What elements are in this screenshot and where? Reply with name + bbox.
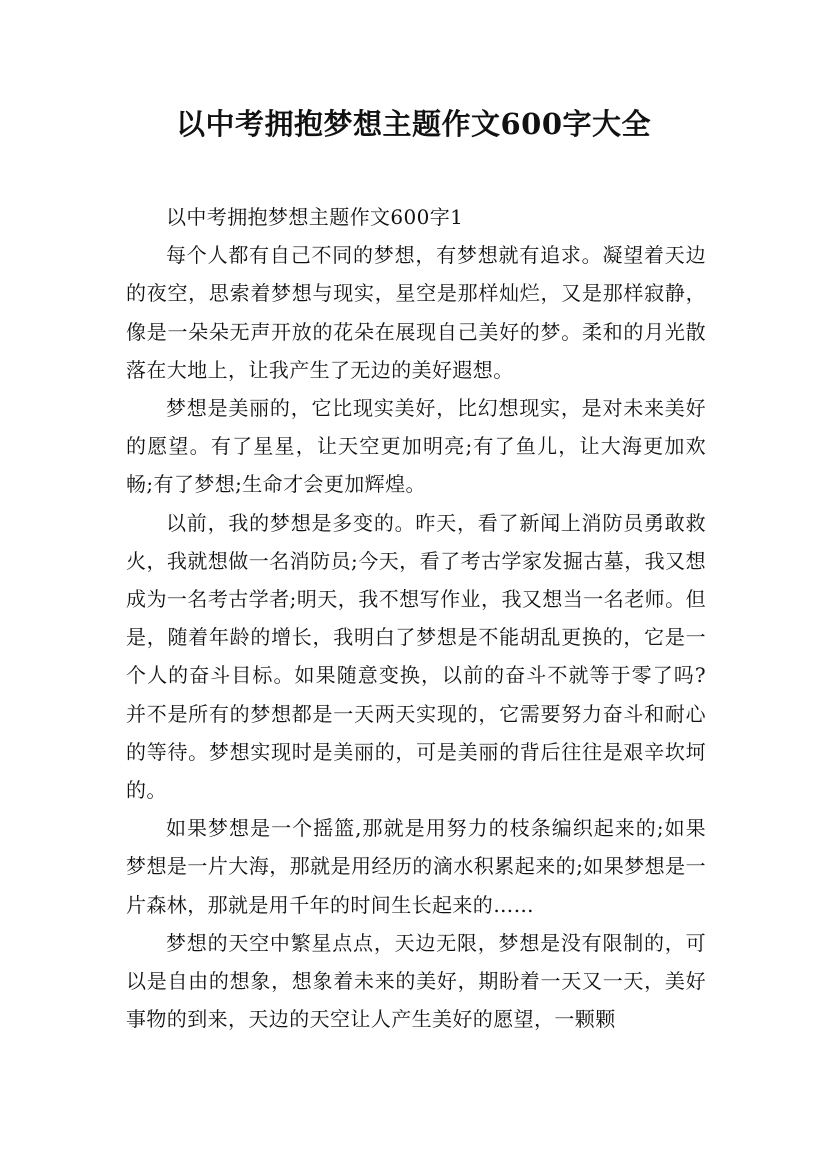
paragraph: 如果梦想是一个摇篮,那就是用努力的枝条编织起来的;如果梦想是一片大海，那就是用经历的滴水积累起来的;如果梦想是一片森林，那就是用千年的时间生长起来的…… — [126, 816, 706, 917]
document-title: 以中考拥抱梦想主题作文600字大全 — [175, 107, 652, 141]
paragraph: 梦想是美丽的，它比现实美好，比幻想现实，是对未来美好的愿望。有了星星，让天空更加明亮;有了鱼儿，让大海更加欢畅;有了梦想;生命才会更加辉煌。 — [126, 396, 706, 497]
paragraph: 每个人都有自己不同的梦想，有梦想就有追求。凝望着天边的夜空，思索着梦想与现实，星空是那样灿烂，又是那样寂静，像是一朵朵无声开放的花朵在展现自己美好的梦。柔和的月光散落在大地上，让我产生了无边的美好遐想。 — [126, 243, 706, 382]
essay-subheading: 以中考拥抱梦想主题作文600字1 — [166, 205, 464, 229]
paragraph: 以前，我的梦想是多变的。昨天，看了新闻上消防员勇敢救火，我就想做一名消防员;今天，看了考古学家发掘古墓，我又想成为一名考古学者;明天，我不想写作业，我又想当一名老师。但是，随着年龄的增长，我明白了梦想是不能胡乱更换的，它是一个人的奋斗目标。如果随意变换，以前的奋斗不就等于零了吗?并不是所有的梦想都是一天两天实现的，它需要努力奋斗和耐心的等待。梦想实现时是美丽的，可是美丽的背后往往是艰辛坎坷的。 — [126, 510, 706, 803]
paragraph: 梦想的天空中繁星点点，天边无限，梦想是没有限制的，可以是自由的想象，想象着未来的美好，期盼着一天又一天，美好事物的到来，天边的天空让人产生美好的愿望，一颗颗 — [126, 930, 706, 1032]
document-body — [126, 198, 706, 1038]
